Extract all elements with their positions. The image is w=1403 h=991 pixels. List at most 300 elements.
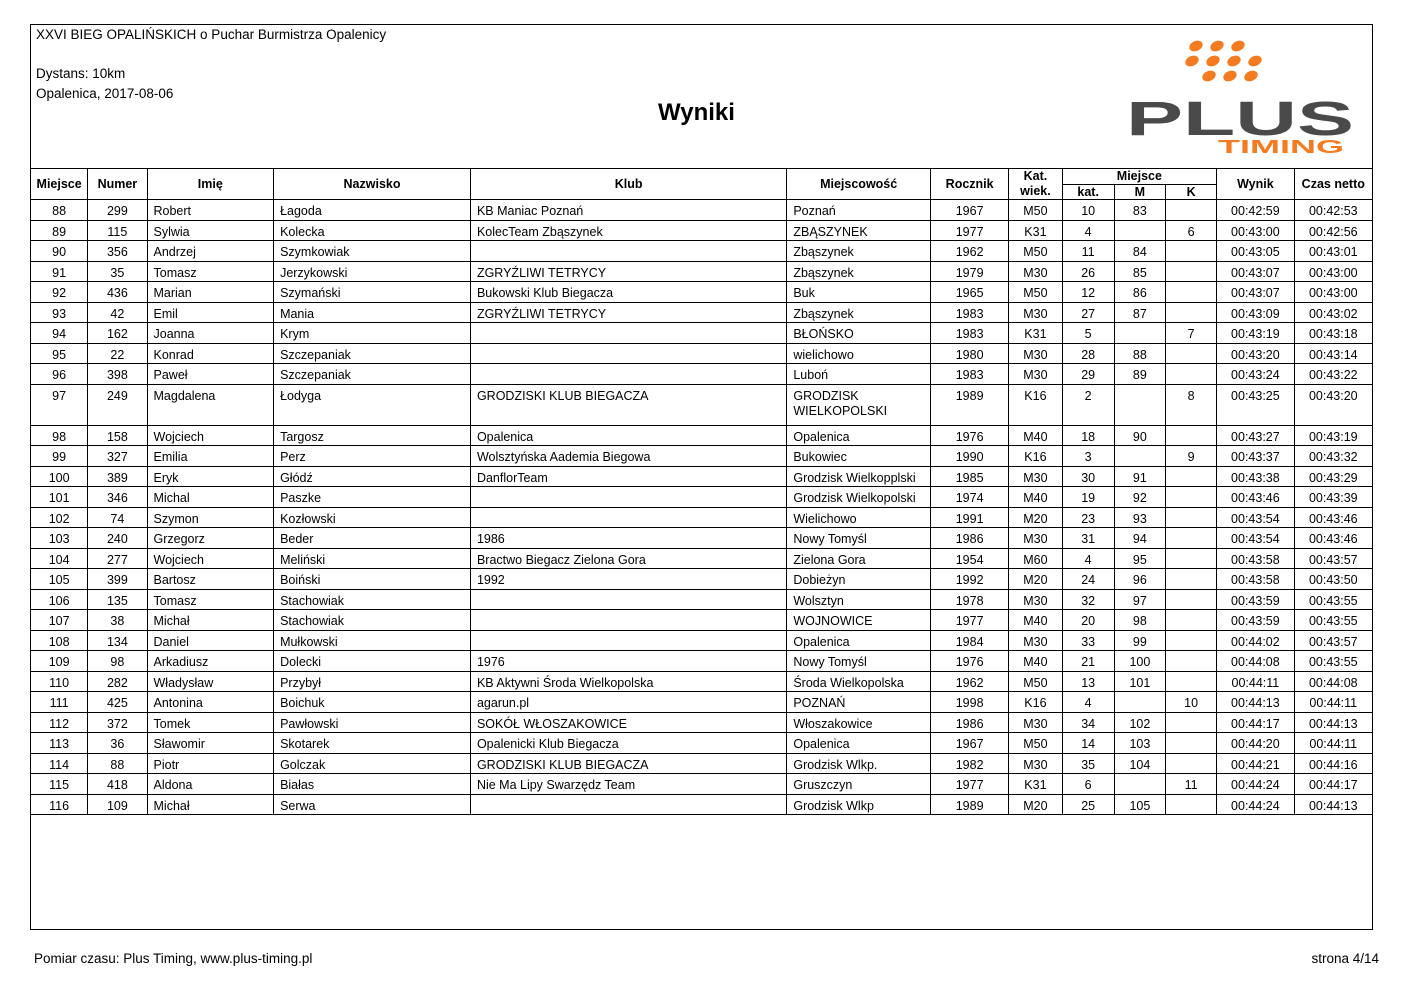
cell-first-name: Wojciech [147,548,274,569]
cell-last-name: Golczak [274,753,471,774]
cell-place: 113 [31,733,88,754]
cell-city: Dobieżyn [787,569,931,590]
results-body [31,200,1373,815]
cell-club: ZGRYŹLIWI TETRYCY [470,302,786,323]
cell-place-k: 7 [1165,323,1216,344]
cell-place-k [1165,794,1216,815]
cell-city: GRODZISK WIELKOPOLSKI [787,384,931,425]
cell-category: M40 [1009,487,1062,508]
cell-net-time: 00:43:00 [1294,261,1372,282]
table-row [31,733,1373,754]
plus-timing-logo [1120,35,1360,160]
cell-birth-year: 1967 [930,200,1008,221]
table-row [31,569,1373,590]
cell-first-name: Eryk [147,466,274,487]
cell-place: 115 [31,774,88,795]
cell-place-m: 91 [1114,466,1165,487]
cell-place: 101 [31,487,88,508]
table-row [31,671,1373,692]
cell-place: 116 [31,794,88,815]
cell-city: Zielona Gora [787,548,931,569]
cell-first-name: Michal [147,487,274,508]
cell-birth-year: 1985 [930,466,1008,487]
cell-club [470,589,786,610]
cell-city: Nowy Tomyśl [787,651,931,672]
table-row [31,220,1373,241]
cell-place-k: 11 [1165,774,1216,795]
cell-result: 00:43:54 [1217,528,1294,549]
cell-first-name: Piotr [147,753,274,774]
table-row [31,425,1373,446]
cell-place-cat: 5 [1062,323,1114,344]
cell-place: 105 [31,569,88,590]
cell-place-cat: 32 [1062,589,1114,610]
cell-result: 00:43:38 [1217,466,1294,487]
cell-place-m: 98 [1114,610,1165,631]
cell-place-m: 92 [1114,487,1165,508]
col-header-place-k: K [1165,184,1216,200]
cell-last-name: Mułkowski [274,630,471,651]
distance-label: Dystans: 10km [36,66,126,81]
cell-category: M50 [1009,241,1062,262]
cell-city: Poznań [787,200,931,221]
cell-club [470,630,786,651]
cell-category: K16 [1009,384,1062,425]
cell-result: 00:44:24 [1217,774,1294,795]
cell-last-name: Pawłowski [274,712,471,733]
cell-club [470,487,786,508]
cell-club: GRODZISKI KLUB BIEGACZA [470,753,786,774]
cell-place-k [1165,753,1216,774]
cell-number: 135 [88,589,147,610]
cell-city: Środa Wielkopolska [787,671,931,692]
cell-city: ZBĄSZYNEK [787,220,931,241]
cell-place-k [1165,569,1216,590]
cell-place: 112 [31,712,88,733]
cell-category: M30 [1009,261,1062,282]
table-row [31,548,1373,569]
cell-place-k [1165,343,1216,364]
cell-last-name: Dolecki [274,651,471,672]
cell-first-name: Tomek [147,712,274,733]
cell-result: 00:43:07 [1217,282,1294,303]
cell-birth-year: 1977 [930,774,1008,795]
cell-net-time: 00:44:17 [1294,774,1372,795]
cell-club: Opalenica [470,425,786,446]
cell-net-time: 00:43:29 [1294,466,1372,487]
cell-last-name: Białas [274,774,471,795]
cell-net-time: 00:43:55 [1294,610,1372,631]
table-row [31,774,1373,795]
cell-number: 418 [88,774,147,795]
cell-place: 111 [31,692,88,713]
cell-birth-year: 1983 [930,323,1008,344]
cell-place-k [1165,712,1216,733]
cell-place: 89 [31,220,88,241]
cell-net-time: 00:44:11 [1294,692,1372,713]
cell-last-name: Perz [274,446,471,467]
results-title: Wyniki [658,99,735,126]
cell-category: M20 [1009,569,1062,590]
cell-place-k: 6 [1165,220,1216,241]
cell-birth-year: 1977 [930,610,1008,631]
cell-first-name: Szymon [147,507,274,528]
cell-place-cat: 25 [1062,794,1114,815]
cell-place-cat: 4 [1062,692,1114,713]
cell-birth-year: 1986 [930,712,1008,733]
cell-net-time: 00:43:46 [1294,507,1372,528]
cell-place-m [1114,220,1165,241]
page-number: strona 4/14 [1311,951,1379,966]
cell-number: 134 [88,630,147,651]
cell-club [470,507,786,528]
table-row [31,589,1373,610]
cell-number: 88 [88,753,147,774]
cell-category: K31 [1009,774,1062,795]
cell-number: 98 [88,651,147,672]
cell-category: M30 [1009,528,1062,549]
cell-place-m: 99 [1114,630,1165,651]
cell-result: 00:44:20 [1217,733,1294,754]
cell-last-name: Głódź [274,466,471,487]
cell-last-name: Łodyga [274,384,471,425]
cell-result: 00:43:59 [1217,589,1294,610]
cell-net-time: 00:43:57 [1294,630,1372,651]
cell-result: 00:44:21 [1217,753,1294,774]
cell-number: 282 [88,671,147,692]
cell-place-cat: 2 [1062,384,1114,425]
cell-club [470,241,786,262]
cell-result: 00:43:19 [1217,323,1294,344]
cell-club [470,364,786,385]
cell-net-time: 00:43:20 [1294,384,1372,425]
cell-category: M30 [1009,364,1062,385]
cell-club [470,343,786,364]
cell-place-m [1114,774,1165,795]
cell-last-name: Serwa [274,794,471,815]
cell-last-name: Meliński [274,548,471,569]
cell-place-m: 87 [1114,302,1165,323]
cell-place: 94 [31,323,88,344]
table-row [31,630,1373,651]
cell-place-m: 104 [1114,753,1165,774]
table-row [31,261,1373,282]
cell-number: 109 [88,794,147,815]
col-header-place-cat: kat. [1062,184,1114,200]
cell-number: 38 [88,610,147,631]
cell-category: K16 [1009,692,1062,713]
col-header-place-group: Miejsce [1062,169,1217,185]
cell-first-name: Daniel [147,630,274,651]
cell-city: Włoszakowice [787,712,931,733]
cell-first-name: Magdalena [147,384,274,425]
cell-city: POZNAŃ [787,692,931,713]
cell-club [470,323,786,344]
cell-club: 1992 [470,569,786,590]
cell-place-m [1114,692,1165,713]
cell-last-name: Mania [274,302,471,323]
cell-place-cat: 4 [1062,548,1114,569]
cell-category: M30 [1009,466,1062,487]
cell-city: Nowy Tomyśl [787,528,931,549]
cell-first-name: Michał [147,610,274,631]
cell-place-m: 85 [1114,261,1165,282]
cell-number: 346 [88,487,147,508]
table-row [31,466,1373,487]
cell-place-cat: 6 [1062,774,1114,795]
cell-birth-year: 1983 [930,364,1008,385]
cell-first-name: Michał [147,794,274,815]
cell-net-time: 00:43:01 [1294,241,1372,262]
cell-place-cat: 20 [1062,610,1114,631]
cell-last-name: Szczepaniak [274,364,471,385]
cell-city: Zbąszynek [787,241,931,262]
table-row [31,282,1373,303]
logo-text-plus: PLUS [1126,93,1354,146]
cell-place-k [1165,733,1216,754]
table-row [31,241,1373,262]
cell-club: 1976 [470,651,786,672]
cell-club [470,794,786,815]
cell-city: wielichowo [787,343,931,364]
table-row [31,692,1373,713]
cell-first-name: Antonina [147,692,274,713]
cell-first-name: Paweł [147,364,274,385]
cell-number: 35 [88,261,147,282]
cell-place-cat: 33 [1062,630,1114,651]
cell-first-name: Sławomir [147,733,274,754]
table-row [31,507,1373,528]
cell-place-m: 103 [1114,733,1165,754]
cell-net-time: 00:43:22 [1294,364,1372,385]
cell-city: Zbąszynek [787,302,931,323]
cell-category: K31 [1009,220,1062,241]
table-row [31,323,1373,344]
cell-result: 00:44:13 [1217,692,1294,713]
cell-city: Buk [787,282,931,303]
cell-place-m: 101 [1114,671,1165,692]
cell-birth-year: 1989 [930,794,1008,815]
cell-place-m: 83 [1114,200,1165,221]
table-row [31,794,1373,815]
cell-category: K31 [1009,323,1062,344]
cell-club: KolecTeam Zbąszynek [470,220,786,241]
cell-number: 240 [88,528,147,549]
cell-place-m: 100 [1114,651,1165,672]
cell-result: 00:44:17 [1217,712,1294,733]
cell-category: M50 [1009,200,1062,221]
table-row [31,446,1373,467]
cell-net-time: 00:43:55 [1294,651,1372,672]
cell-category: M40 [1009,610,1062,631]
cell-first-name: Grzegorz [147,528,274,549]
cell-net-time: 00:42:53 [1294,200,1372,221]
cell-place-k: 9 [1165,446,1216,467]
cell-number: 327 [88,446,147,467]
cell-place-k [1165,487,1216,508]
cell-result: 00:43:46 [1217,487,1294,508]
cell-first-name: Joanna [147,323,274,344]
cell-city: Luboń [787,364,931,385]
cell-category: M30 [1009,753,1062,774]
cell-city: BŁOŃSKO [787,323,931,344]
cell-city: Bukowiec [787,446,931,467]
table-row [31,651,1373,672]
col-header-place: Miejsce [31,169,88,200]
logo-text-timing: TIMING [1218,137,1344,157]
cell-category: K16 [1009,446,1062,467]
cell-net-time: 00:42:56 [1294,220,1372,241]
cell-club: KB Aktywni Środa Wielkopolska [470,671,786,692]
cell-place-k [1165,507,1216,528]
cell-place-k [1165,425,1216,446]
cell-first-name: Emil [147,302,274,323]
cell-city: WOJNOWICE [787,610,931,631]
col-header-net-time: Czas netto [1294,169,1372,200]
cell-net-time: 00:43:18 [1294,323,1372,344]
col-header-last-name: Nazwisko [274,169,471,200]
table-row [31,753,1373,774]
cell-place: 99 [31,446,88,467]
cell-place-cat: 11 [1062,241,1114,262]
cell-birth-year: 1962 [930,671,1008,692]
cell-place: 106 [31,589,88,610]
table-row [31,528,1373,549]
place-date-label: Opalenica, 2017-08-06 [36,86,174,101]
cell-category: M30 [1009,302,1062,323]
cell-city: Grodzisk Wielkopplski [787,466,931,487]
cell-first-name: Emilia [147,446,274,467]
cell-number: 158 [88,425,147,446]
cell-result: 00:43:25 [1217,384,1294,425]
cell-last-name: Targosz [274,425,471,446]
cell-category: M30 [1009,589,1062,610]
cell-place-m [1114,446,1165,467]
cell-net-time: 00:43:57 [1294,548,1372,569]
cell-result: 00:44:08 [1217,651,1294,672]
cell-number: 436 [88,282,147,303]
cell-place-m: 97 [1114,589,1165,610]
cell-category: M30 [1009,343,1062,364]
cell-place: 107 [31,610,88,631]
cell-club: Opalenicki Klub Biegacza [470,733,786,754]
table-row [31,384,1373,425]
cell-last-name: Boichuk [274,692,471,713]
cell-place-k [1165,241,1216,262]
cell-last-name: Szczepaniak [274,343,471,364]
cell-last-name: Kolecka [274,220,471,241]
cell-place-cat: 4 [1062,220,1114,241]
cell-result: 00:43:09 [1217,302,1294,323]
cell-number: 389 [88,466,147,487]
cell-number: 36 [88,733,147,754]
timing-credit: Pomiar czasu: Plus Timing, www.plus-timing.pl [34,951,313,966]
cell-last-name: Szymański [274,282,471,303]
cell-place-k [1165,466,1216,487]
cell-first-name: Sylwia [147,220,274,241]
cell-result: 00:43:05 [1217,241,1294,262]
cell-place-cat: 12 [1062,282,1114,303]
cell-net-time: 00:43:00 [1294,282,1372,303]
cell-birth-year: 1990 [930,446,1008,467]
cell-birth-year: 1986 [930,528,1008,549]
cell-net-time: 00:43:14 [1294,343,1372,364]
cell-place-cat: 18 [1062,425,1114,446]
cell-category: M50 [1009,733,1062,754]
cell-birth-year: 1977 [930,220,1008,241]
cell-category: M50 [1009,671,1062,692]
cell-last-name: Przybył [274,671,471,692]
col-header-place-m: M [1114,184,1165,200]
cell-place-k [1165,302,1216,323]
cell-birth-year: 1980 [930,343,1008,364]
results-table [30,168,1373,815]
cell-first-name: Bartosz [147,569,274,590]
cell-last-name: Skotarek [274,733,471,754]
cell-result: 00:43:37 [1217,446,1294,467]
cell-club: Nie Ma Lipy Swarzędz Team [470,774,786,795]
cell-birth-year: 1991 [930,507,1008,528]
cell-net-time: 00:44:13 [1294,712,1372,733]
logo-dots [1184,39,1264,84]
cell-net-time: 00:43:19 [1294,425,1372,446]
cell-result: 00:43:07 [1217,261,1294,282]
cell-net-time: 00:44:11 [1294,733,1372,754]
cell-place-m: 95 [1114,548,1165,569]
cell-place-k: 8 [1165,384,1216,425]
cell-place-k [1165,589,1216,610]
table-row [31,610,1373,631]
table-row [31,302,1373,323]
cell-first-name: Robert [147,200,274,221]
cell-result: 00:42:59 [1217,200,1294,221]
cell-birth-year: 1984 [930,630,1008,651]
cell-first-name: Władysław [147,671,274,692]
cell-birth-year: 1976 [930,425,1008,446]
cell-place: 95 [31,343,88,364]
cell-first-name: Marian [147,282,274,303]
cell-first-name: Andrzej [147,241,274,262]
cell-birth-year: 1974 [930,487,1008,508]
cell-club: SOKÓŁ WŁOSZAKOWICE [470,712,786,733]
cell-birth-year: 1998 [930,692,1008,713]
cell-place-k [1165,528,1216,549]
cell-birth-year: 1965 [930,282,1008,303]
cell-number: 42 [88,302,147,323]
cell-number: 115 [88,220,147,241]
cell-place-cat: 30 [1062,466,1114,487]
cell-place-k [1165,630,1216,651]
cell-place: 114 [31,753,88,774]
cell-place-k [1165,261,1216,282]
cell-result: 00:43:24 [1217,364,1294,385]
cell-result: 00:43:20 [1217,343,1294,364]
cell-result: 00:43:58 [1217,548,1294,569]
cell-place: 100 [31,466,88,487]
cell-last-name: Jerzykowski [274,261,471,282]
cell-number: 22 [88,343,147,364]
cell-place-m: 86 [1114,282,1165,303]
cell-place: 88 [31,200,88,221]
cell-category: M20 [1009,794,1062,815]
cell-net-time: 00:44:13 [1294,794,1372,815]
cell-place: 96 [31,364,88,385]
cell-first-name: Wojciech [147,425,274,446]
cell-place: 92 [31,282,88,303]
cell-number: 399 [88,569,147,590]
cell-birth-year: 1954 [930,548,1008,569]
cell-place: 97 [31,384,88,425]
